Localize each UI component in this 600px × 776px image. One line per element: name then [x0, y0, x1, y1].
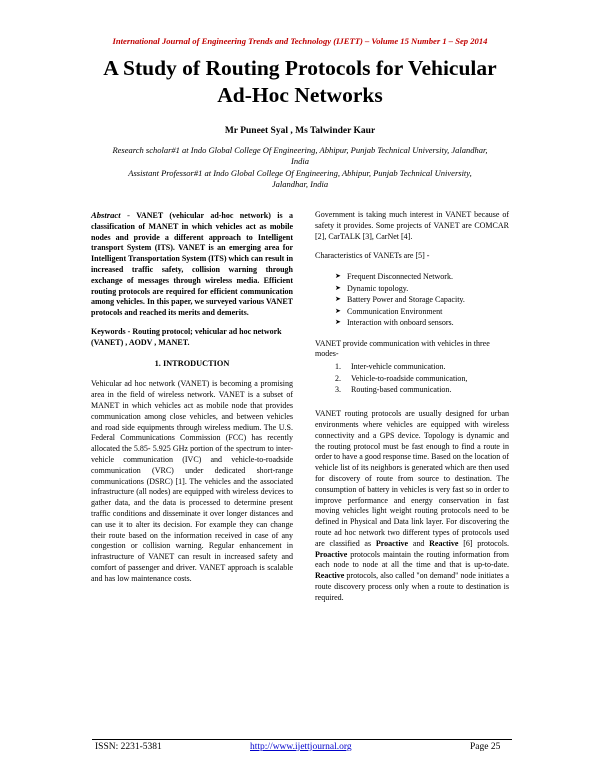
section-heading-introduction: 1. INTRODUCTION	[154, 358, 230, 368]
right-paragraph-1: Government is taking much interest in VANET because of safety it provides. Some projects of VANET are COMCAR [2], CarTALK [3], CarNet [4].	[315, 210, 509, 241]
title-line-2: Ad-Hoc Networks	[217, 83, 383, 107]
characteristics-intro: Characteristics of VANETs are [5] -	[315, 251, 430, 261]
list-item: ➤ Dynamic topology.	[335, 283, 409, 293]
arrow-bullet-icon: ➤	[335, 318, 341, 327]
arrow-bullet-icon: ➤	[335, 272, 341, 281]
modes-list	[315, 361, 509, 395]
characteristics-list	[315, 271, 509, 329]
modes-intro: VANET provide communication with vehicles in three modes-	[315, 338, 490, 359]
list-item: 2. Vehicle-to-roadside communication,	[335, 373, 468, 383]
introduction-text: Vehicular ad hoc network (VANET) is becoming a promising area in the field of wireless network. VANET is a subset of MANET in which vehicles act as mobile node that provides communication among close vehicles, and between vehicles and road side equipments through wireless medium. The U.S. Federal Communications Commission (FCC) has recently allocated the 5.85- 5.925 GHz portion of the spectrum to inter-vehicle communication (IVC) and vehicle-to-roadside communication (VRC) under dedicated short-range communications (DSRC) [1]. The vehicles and the associated infrastructure (all nodes) are equipped with wireless devices to gather data, and the data is processed to determine present traffic conditions and disseminate it over longer distances and can use it to alter its decision. For example they can change their route based on the information received in case of any congestion or collision warning. Regular enhancement in infrastructure of VANET can result in increased safety and comfort of passenger and driver. VANET approach is scalable and has low maintenance costs.	[91, 379, 293, 583]
paper-title	[30, 55, 570, 109]
authors: Mr Puneet Syal , Ms Talwinder Kaur	[224, 126, 376, 136]
title-line-1: A Study of Routing Protocols for Vehicular	[103, 56, 497, 80]
abstract	[91, 210, 293, 319]
list-item: ➤ Battery Power and Storage Capacity.	[335, 295, 465, 305]
affiliation-1: Research scholar#1 at Indo Global College Of Engineering, Abhipur, Punjab Technical University, Jalandhar, India	[112, 145, 488, 166]
affiliation-2: Assistant Professor#1 at Indo Global College Of Engineering, Abhipur, Punjab Technical University, Jalandhar, India	[128, 168, 472, 189]
list-item: ➤ Frequent Disconnected Network.	[335, 272, 453, 282]
footer-issn: ISSN: 2231-5381	[95, 742, 162, 752]
footer-journal-link[interactable]: http://www.ijettjournal.org	[250, 742, 352, 752]
arrow-bullet-icon: ➤	[335, 295, 341, 304]
arrow-bullet-icon: ➤	[335, 306, 341, 315]
list-item: ➤ Communication Environment	[335, 306, 443, 316]
list-item: ➤ Interaction with onboard sensors.	[335, 318, 454, 328]
arrow-bullet-icon: ➤	[335, 283, 341, 292]
footer-divider	[92, 739, 512, 740]
routing-protocols-paragraph: VANET routing protocols are usually designed for urban environments where vehicles are equipped with wireless connectivity and a GPS device. Topology is dynamic and the routing protocol must be fast enough to find a route in order to have a good response time. Based on the location of vehicle list of its neighbors is generated which are then used for discovery of route from source to destination. The consumption of battery in vehicles is very fast so in order to improve performance and energy conservation in fast moving vehicles light weight routing protocols need to be defined in Physical and Data link layer. For discovering the route ad hoc network two different types of protocols used are classified as Proactive and Reactive [6] protocols. Proactive protocols maintain the routing information from each node to node at all the time and that is up-to-date. Reactive protocols, also called "on demand" node initiates a route discovery process only when a route to destination is required.	[315, 409, 510, 602]
right-column	[315, 210, 509, 604]
list-item: 3. Routing-based communication.	[335, 384, 452, 394]
journal-header: International Journal of Engineering Trends and Technology (IJETT) – Volume 15 Number 1 – Sep 2014	[112, 36, 488, 46]
list-item: 1. Inter-vehicle communication.	[335, 362, 446, 372]
left-column	[91, 210, 293, 585]
abstract-text: VANET (vehicular ad-hoc network) is a classification of MANET in which vehicles act as mobile nodes and provide a different approach to Intelligent transport System (ITS). VANET is an emerging area for Intelligent Transportation System (ITS) which can result in increased traffic safety, collision warning through exchange of messages through wireless media. Efficient routing protocols are required for efficient communication among vehicles. In this paper, we surveyed various VANET protocols and reached its merits and demerits.	[91, 211, 294, 318]
footer-page-number: Page 25	[470, 742, 501, 752]
keywords: Keywords - Routing protocol; vehicular ad hoc network (VANET) , AODV , MANET.	[91, 326, 282, 347]
abstract-label: Abstract -	[91, 210, 130, 220]
